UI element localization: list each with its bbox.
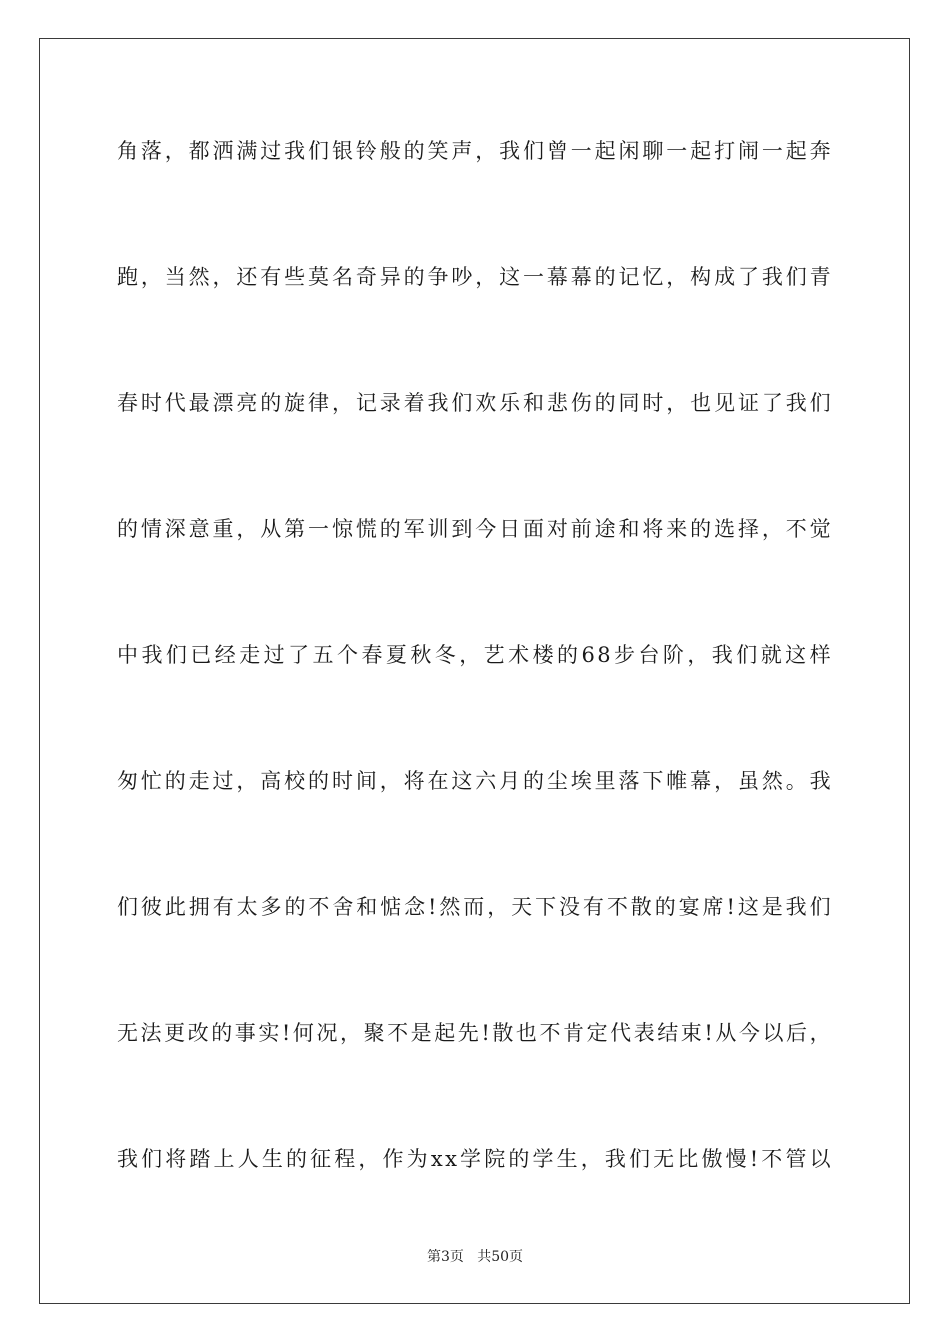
text-line: 们彼此拥有太多的不舍和惦念!然而，天下没有不散的宴席!这是我们 [117,895,833,919]
document-body [117,128,833,1262]
text-line: 跑，当然，还有些莫名奇异的争吵，这一幕幕的记忆，构成了我们青 [117,265,833,289]
text-line: 无法更改的事实!何况，聚不是起先!散也不肯定代表结束!从今以后， [117,1021,833,1045]
text-line: 匆忙的走过，高校的时间，将在这六月的尘埃里落下帷幕，虽然。我 [117,769,833,793]
text-line: 的情深意重，从第一惊慌的军训到今日面对前途和将来的选择，不觉 [117,517,833,541]
page-number: 第3页 共50页 [426,1249,524,1265]
text-line: 春时代最漂亮的旋律，记录着我们欢乐和悲伤的同时，也见证了我们 [117,391,833,415]
text-line: 中我们已经走过了五个春夏秋冬，艺术楼的68步台阶，我们就这样 [117,643,833,667]
text-line: 我们将踏上人生的征程，作为xx学院的学生，我们无比傲慢!不管以 [117,1147,833,1171]
text-line: 角落，都洒满过我们银铃般的笑声，我们曾一起闲聊一起打闹一起奔 [117,139,833,163]
